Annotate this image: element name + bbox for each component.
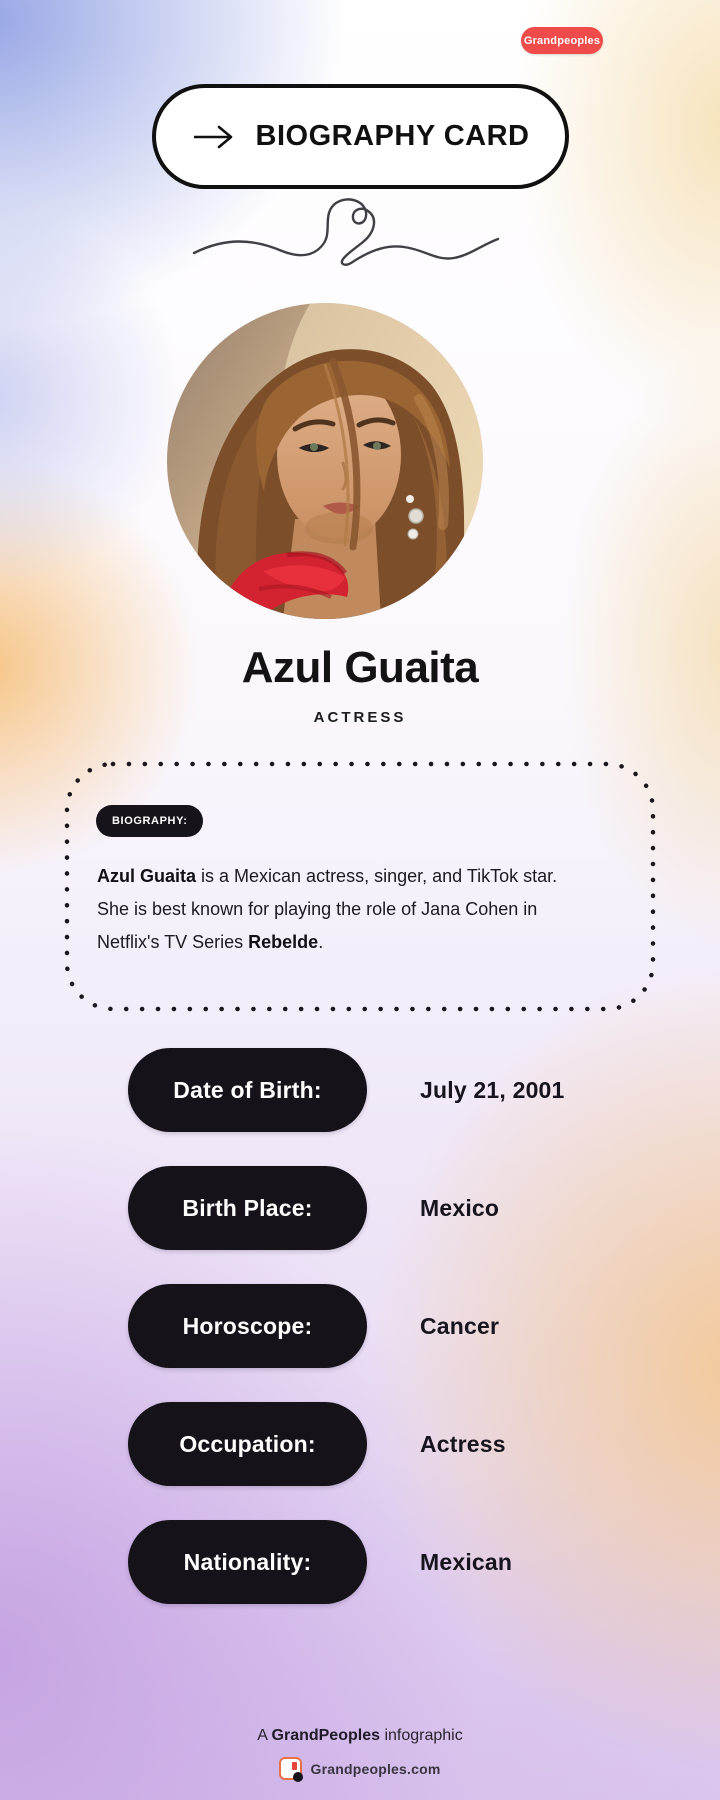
- title-pill: [152, 84, 569, 189]
- page-title: BIOGRAPHY CARD: [255, 120, 530, 152]
- fact-row-occupation: [0, 1402, 720, 1486]
- profile-photo: [167, 303, 483, 619]
- fact-row-birth-place: [0, 1166, 720, 1250]
- fact-label-pill: Date of Birth:: [128, 1048, 367, 1132]
- biography-box: [63, 760, 657, 1013]
- brand-badge[interactable]: [521, 27, 603, 54]
- fact-row-date-of-birth: [0, 1048, 720, 1132]
- biography-label-pill: BIOGRAPHY:: [96, 805, 203, 837]
- fact-value: Mexican: [420, 1549, 513, 1575]
- biography-name-bold: Azul Guaita: [97, 866, 197, 886]
- biography-series-bold: Rebelde: [248, 932, 319, 952]
- fact-row-nationality: [0, 1520, 720, 1604]
- fact-label-pill: Horoscope:: [128, 1284, 367, 1368]
- footer-brand: GrandPeoples: [271, 1727, 380, 1744]
- fact-label-pill: Occupation:: [128, 1402, 367, 1486]
- fact-value: July 21, 2001: [420, 1077, 565, 1103]
- heart-squiggle-icon: [192, 197, 502, 267]
- footer-site-label: Grandpeoples.com: [310, 1760, 441, 1777]
- fact-value: Mexico: [420, 1195, 500, 1221]
- fact-value: Cancer: [420, 1313, 500, 1339]
- grandpeoples-logo-icon: [279, 1757, 302, 1780]
- fact-row-horoscope: [0, 1284, 720, 1368]
- arrow-right-icon: [192, 124, 236, 150]
- profile-role: ACTRESS: [313, 709, 407, 726]
- footer-credit: A GrandPeoples infographic: [257, 1727, 463, 1744]
- fact-value: Actress: [420, 1431, 506, 1457]
- brand-badge-label: Grandpeoples: [523, 34, 601, 47]
- fact-label-pill: Nationality:: [128, 1520, 367, 1604]
- biography-text: Azul Guaita is a Mexican actress, singer, and TikTok star. She is best known for playing the role of Jana Cohen in Netflix's TV Series Rebelde.: [97, 866, 558, 952]
- footer-site-link[interactable]: [0, 1757, 720, 1780]
- fact-label-pill: Birth Place:: [128, 1166, 367, 1250]
- profile-name: Azul Guaita: [241, 643, 479, 692]
